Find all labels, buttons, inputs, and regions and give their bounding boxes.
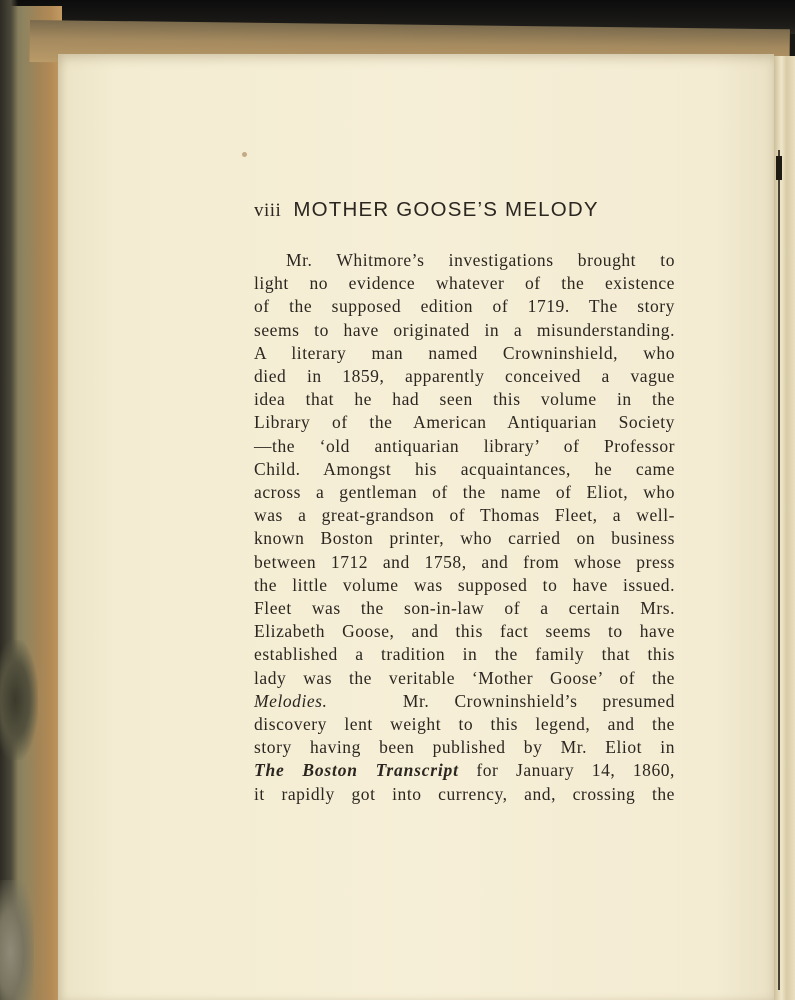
text-line: it rapidly got into currency, and, crossing the: [254, 783, 675, 804]
running-title: MOTHER GOOSE’S MELODY: [293, 198, 599, 221]
paper-speck: [242, 152, 247, 157]
text-line: idea that he had seen this volume in the: [254, 389, 675, 410]
text-line: seems to have originated in a misunderstanding.: [254, 319, 675, 340]
page-text-block: [254, 198, 680, 806]
text-line: story having been published by Mr. Eliot in: [254, 737, 675, 758]
page-number: viii: [254, 200, 282, 221]
text-fragment: Mr. Crowninshield’s presumed: [402, 690, 675, 711]
text-fragment: for January 14, 1860,: [476, 760, 675, 781]
text-line: established a tradition in the family that this: [254, 644, 675, 665]
cover-stain: [0, 640, 38, 760]
text-line: Fleet was the son-in-law of a certain Mrs.: [254, 598, 675, 619]
text-line: discovery lent weight to this legend, and the: [254, 714, 675, 735]
text-line: —the ‘old antiquarian library’ of Professor: [254, 435, 675, 456]
cover-edge-shadow: [0, 0, 18, 1000]
text-line: died in 1859, apparently conceived a vague: [254, 366, 675, 387]
italic-melodies: Melodies.: [254, 690, 328, 711]
text-line: A literary man named Crowninshield, who: [254, 342, 675, 363]
page-edge-line: [778, 150, 780, 990]
text-line: known Boston printer, who carried on business: [254, 528, 675, 549]
page-edge-tick: [776, 156, 782, 180]
text-line: the little volume was supposed to have issued.: [254, 574, 675, 595]
text-line: Elizabeth Goose, and this fact seems to have: [254, 621, 675, 642]
text-line-melodies: [254, 690, 675, 713]
text-line: Library of the American Antiquarian Society: [254, 412, 675, 433]
body-paragraph: [254, 249, 680, 806]
italic-newspaper-title: The Boston Transcript: [254, 760, 459, 781]
text-line: between 1712 and 1758, and from whose press: [254, 551, 675, 572]
text-line: light no evidence whatever of the existence: [254, 273, 675, 294]
text-line: of the supposed edition of 1719. The story: [254, 296, 675, 317]
running-head: [254, 198, 680, 222]
text-line: was a great-grandson of Thomas Fleet, a well-: [254, 505, 675, 526]
text-line: Child. Amongst his acquaintances, he came: [254, 458, 675, 479]
cover-stain: [0, 880, 34, 1000]
text-line: lady was the veritable ‘Mother Goose’ of the: [254, 667, 675, 688]
text-line: across a gentleman of the name of Eliot, who: [254, 482, 675, 503]
text-line-boston-transcript: [254, 759, 675, 782]
text-line: Mr. Whitmore’s investigations brought to: [286, 250, 675, 270]
